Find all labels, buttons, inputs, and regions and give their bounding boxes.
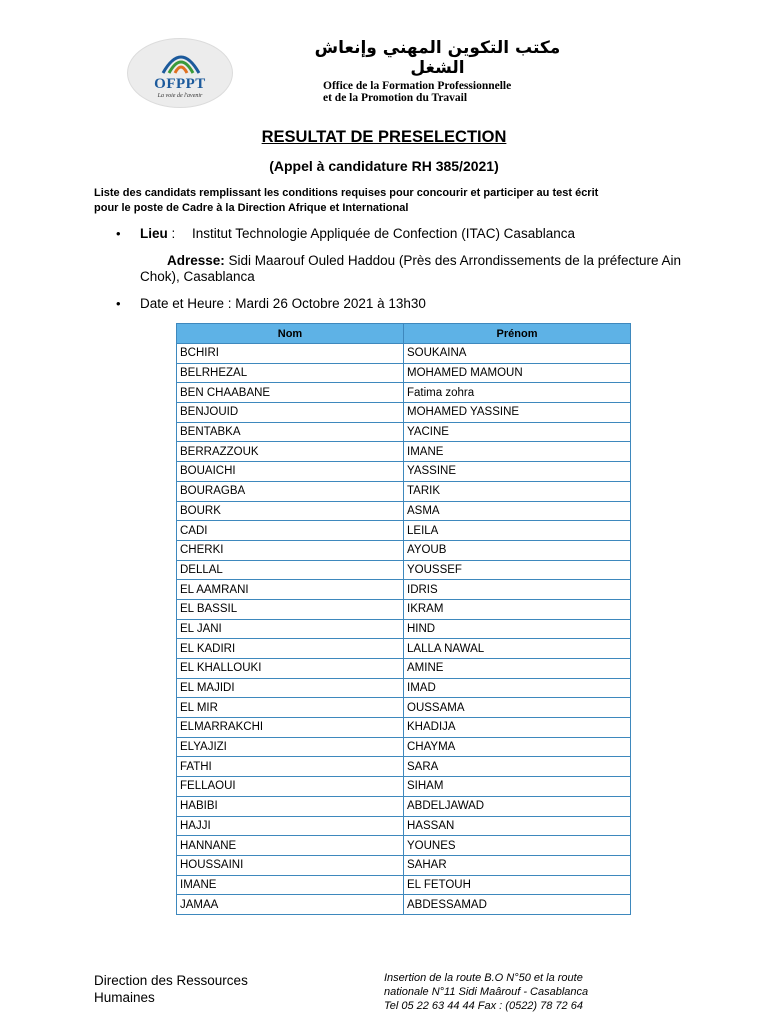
lieu-line <box>140 226 175 241</box>
nom-cell: EL JANI <box>177 619 404 639</box>
prenom-cell: YASSINE <box>404 462 631 482</box>
table-row <box>177 521 631 541</box>
footer-right-line1: Insertion de la route B.O N°50 et la route <box>384 972 583 984</box>
table-row <box>177 895 631 915</box>
bullet-icon: • <box>116 226 121 241</box>
prenom-cell: IMAD <box>404 678 631 698</box>
nom-cell: DELLAL <box>177 560 404 580</box>
nom-cell: EL AAMRANI <box>177 580 404 600</box>
prenom-cell: MOHAMED YASSINE <box>404 403 631 423</box>
intro-line-2: pour le poste de Cadre à la Direction Afrique et International <box>94 202 409 214</box>
adresse-value: Sidi Maarouf Ouled Haddou (Près des Arrondissements de la préfecture Ain <box>228 253 682 268</box>
candidates-table <box>176 323 631 915</box>
prenom-cell: SOUKAINA <box>404 344 631 364</box>
table-row <box>177 816 631 836</box>
logo-slogan: La voie de l'avenir <box>157 93 203 99</box>
table-row <box>177 737 631 757</box>
prenom-cell: OUSSAMA <box>404 698 631 718</box>
nom-cell: BENTABKA <box>177 422 404 442</box>
table-body <box>177 344 631 915</box>
prenom-cell: YOUSSEF <box>404 560 631 580</box>
nom-cell: ELYAJIZI <box>177 737 404 757</box>
table-row <box>177 718 631 738</box>
table-row <box>177 619 631 639</box>
prenom-cell: YACINE <box>404 422 631 442</box>
prenom-cell: IDRIS <box>404 580 631 600</box>
prenom-cell: AMINE <box>404 659 631 679</box>
nom-cell: BOURK <box>177 501 404 521</box>
nom-cell: CHERKI <box>177 540 404 560</box>
nom-cell: JAMAA <box>177 895 404 915</box>
nom-cell: BOUAICHI <box>177 462 404 482</box>
nom-cell: HAJJI <box>177 816 404 836</box>
prenom-cell: MOHAMED MAMOUN <box>404 363 631 383</box>
nom-cell: CADI <box>177 521 404 541</box>
prenom-cell: Fatima zohra <box>404 383 631 403</box>
prenom-cell: EL FETOUH <box>404 875 631 895</box>
prenom-cell: SIHAM <box>404 777 631 797</box>
nom-cell: EL MIR <box>177 698 404 718</box>
nom-cell: EL KHALLOUKI <box>177 659 404 679</box>
prenom-cell: KHADIJA <box>404 718 631 738</box>
table-row <box>177 560 631 580</box>
table-row <box>177 855 631 875</box>
footer-left-line1: Direction des Ressources <box>94 973 248 988</box>
footer-right-line3: Tel 05 22 63 44 44 Fax : (0522) 78 72 64 <box>384 1000 583 1012</box>
lieu-sep: : <box>171 226 176 241</box>
nom-cell: ELMARRAKCHI <box>177 718 404 738</box>
prenom-cell: LEILA <box>404 521 631 541</box>
prenom-cell: ABDESSAMAD <box>404 895 631 915</box>
table-row <box>177 698 631 718</box>
prenom-cell: HASSAN <box>404 816 631 836</box>
adresse-label: Adresse: <box>167 253 225 268</box>
nom-cell: HANNANE <box>177 836 404 856</box>
table-row <box>177 422 631 442</box>
prenom-cell: SAHAR <box>404 855 631 875</box>
table-row <box>177 383 631 403</box>
prenom-cell: IMANE <box>404 442 631 462</box>
prenom-cell: ABDELJAWAD <box>404 796 631 816</box>
table-row <box>177 403 631 423</box>
prenom-cell: IKRAM <box>404 599 631 619</box>
nom-cell: EL KADIRI <box>177 639 404 659</box>
footer-left-line2: Humaines <box>94 990 155 1005</box>
page-title: RESULTAT DE PRESELECTION <box>261 128 507 146</box>
nom-cell: FATHI <box>177 757 404 777</box>
prenom-cell: CHAYMA <box>404 737 631 757</box>
nom-cell: BENJOUID <box>177 403 404 423</box>
table-row <box>177 678 631 698</box>
table-row <box>177 580 631 600</box>
org-name <box>323 80 511 104</box>
nom-cell: BEN CHAABANE <box>177 383 404 403</box>
prenom-cell: LALLA NAWAL <box>404 639 631 659</box>
header-prenom: Prénom <box>404 324 631 344</box>
table-header-row <box>177 324 631 344</box>
lieu-value: Institut Technologie Appliquée de Confection (ITAC) Casablanca <box>192 226 575 241</box>
prenom-cell: HIND <box>404 619 631 639</box>
nom-cell: BOURAGBA <box>177 481 404 501</box>
bullet-icon: • <box>116 296 121 311</box>
lieu-label: Lieu <box>140 226 168 241</box>
page-subtitle: (Appel à candidature RH 385/2021) <box>269 158 499 174</box>
footer-address <box>384 971 588 1013</box>
nom-cell: HABIBI <box>177 796 404 816</box>
table-row <box>177 659 631 679</box>
table-row <box>177 599 631 619</box>
nom-cell: BELRHEZAL <box>177 363 404 383</box>
nom-cell: BERRAZZOUK <box>177 442 404 462</box>
header-nom: Nom <box>177 324 404 344</box>
prenom-cell: YOUNES <box>404 836 631 856</box>
prenom-cell: SARA <box>404 757 631 777</box>
table-row <box>177 363 631 383</box>
nom-cell: BCHIRI <box>177 344 404 364</box>
adresse-line1 <box>167 253 681 268</box>
org-name-line1: Office de la Formation Professionnelle <box>323 80 512 92</box>
arabic-org-title: مكتب التكوين المهني وإنعاش الشغل <box>314 38 561 78</box>
prenom-cell: AYOUB <box>404 540 631 560</box>
table-row <box>177 639 631 659</box>
ofppt-logo <box>127 38 233 108</box>
adresse-line2: Chok), Casablanca <box>140 269 255 284</box>
prenom-cell: TARIK <box>404 481 631 501</box>
intro-text <box>94 186 714 216</box>
footer-right-line2: nationale N°11 Sidi Maârouf - Casablanca <box>384 986 589 998</box>
table-row <box>177 777 631 797</box>
logo-name: OFPPT <box>154 76 206 92</box>
intro-line-1: Liste des candidats remplissant les conditions requises pour concourir et participer au test écrit <box>94 187 599 199</box>
table-row <box>177 836 631 856</box>
logo-emblem-icon <box>159 47 203 77</box>
org-name-line2: et de la Promotion du Travail <box>323 92 468 104</box>
table-row <box>177 344 631 364</box>
nom-cell: FELLAOUI <box>177 777 404 797</box>
footer-department <box>94 972 248 1006</box>
table-row <box>177 757 631 777</box>
nom-cell: HOUSSAINI <box>177 855 404 875</box>
table-row <box>177 796 631 816</box>
table-row <box>177 442 631 462</box>
prenom-cell: ASMA <box>404 501 631 521</box>
table-row <box>177 462 631 482</box>
date-line: Date et Heure : Mardi 26 Octobre 2021 à 13h30 <box>140 296 426 311</box>
nom-cell: EL MAJIDI <box>177 678 404 698</box>
nom-cell: EL BASSIL <box>177 599 404 619</box>
table-row <box>177 875 631 895</box>
table-row <box>177 540 631 560</box>
nom-cell: IMANE <box>177 875 404 895</box>
table-row <box>177 501 631 521</box>
table-row <box>177 481 631 501</box>
